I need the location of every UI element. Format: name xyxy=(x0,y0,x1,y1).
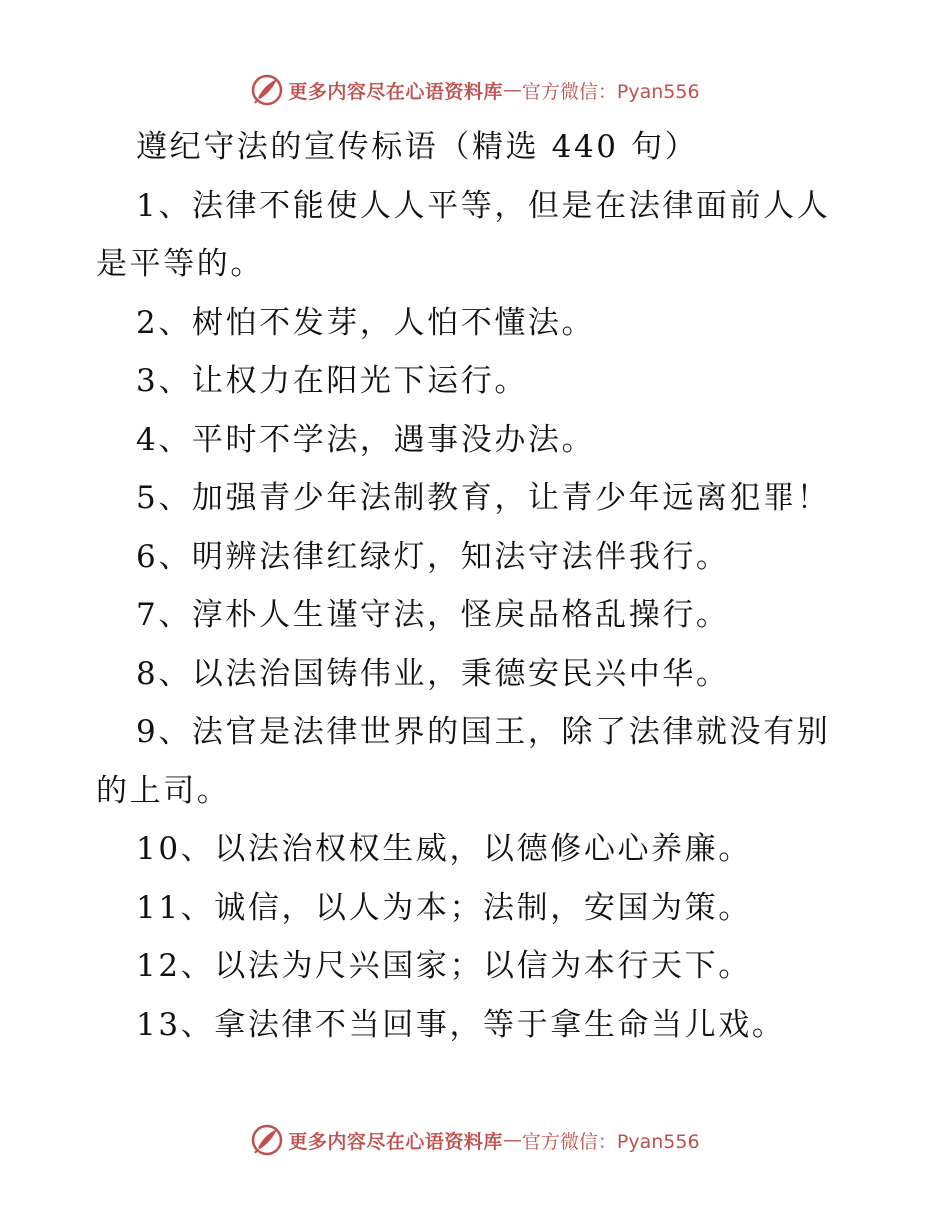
list-item-3: 3、让权力在阳光下运行。 xyxy=(136,363,528,399)
list-item-11: 11、诚信，以人为本；法制，安国为策。 xyxy=(136,889,752,926)
list-item-13: 13、拿法律不当回事，等于拿生命当儿戏。 xyxy=(136,1006,786,1043)
list-item-12: 12、以法为尺兴国家；以信为本行天下。 xyxy=(136,948,752,984)
list-item-2: 2、树怕不发芽，人怕不懂法。 xyxy=(136,304,596,341)
list-item-6: 6、明辨法律红绿灯，知法守法伴我行。 xyxy=(136,538,730,575)
document-body xyxy=(96,118,841,1054)
list-item-4: 4、平时不学法，遇事没办法。 xyxy=(136,421,596,458)
list-item-8: 8、以法治国铸伟业，秉德安民兴中华。 xyxy=(136,655,730,692)
footer-banner xyxy=(0,1120,950,1160)
banner-main-text: 更多内容尽在心语资料库 xyxy=(288,80,503,103)
quill-logo-icon xyxy=(250,1123,284,1157)
list-item-9-continuation: 的上司。 xyxy=(96,772,231,809)
footer-main-text: 更多内容尽在心语资料库 xyxy=(288,1130,503,1153)
banner-wechat-text: 官方微信：Pyan556 xyxy=(521,80,700,103)
footer-dash: — xyxy=(502,1129,522,1151)
header-banner xyxy=(0,70,950,110)
list-item-1-continuation: 是平等的。 xyxy=(96,246,264,282)
list-item-1: 1、法律不能使人人平等，但是在法律面前人人 xyxy=(136,187,831,224)
list-item-7: 7、淳朴人生谨守法，怪戾品格乱操行。 xyxy=(136,597,730,633)
list-item-9: 9、法官是法律世界的国王，除了法律就没有别 xyxy=(136,714,831,750)
list-item-10: 10、以法治权权生威，以德修心心养廉。 xyxy=(136,831,752,867)
quill-logo-icon xyxy=(250,73,284,107)
list-item-5: 5、加强青少年法制教育，让青少年远离犯罪！ xyxy=(136,480,831,516)
document-title: 遵纪守法的宣传标语（精选 440 句） xyxy=(136,129,699,165)
footer-wechat-text: 官方微信：Pyan556 xyxy=(521,1130,700,1153)
banner-dash: — xyxy=(502,79,522,101)
